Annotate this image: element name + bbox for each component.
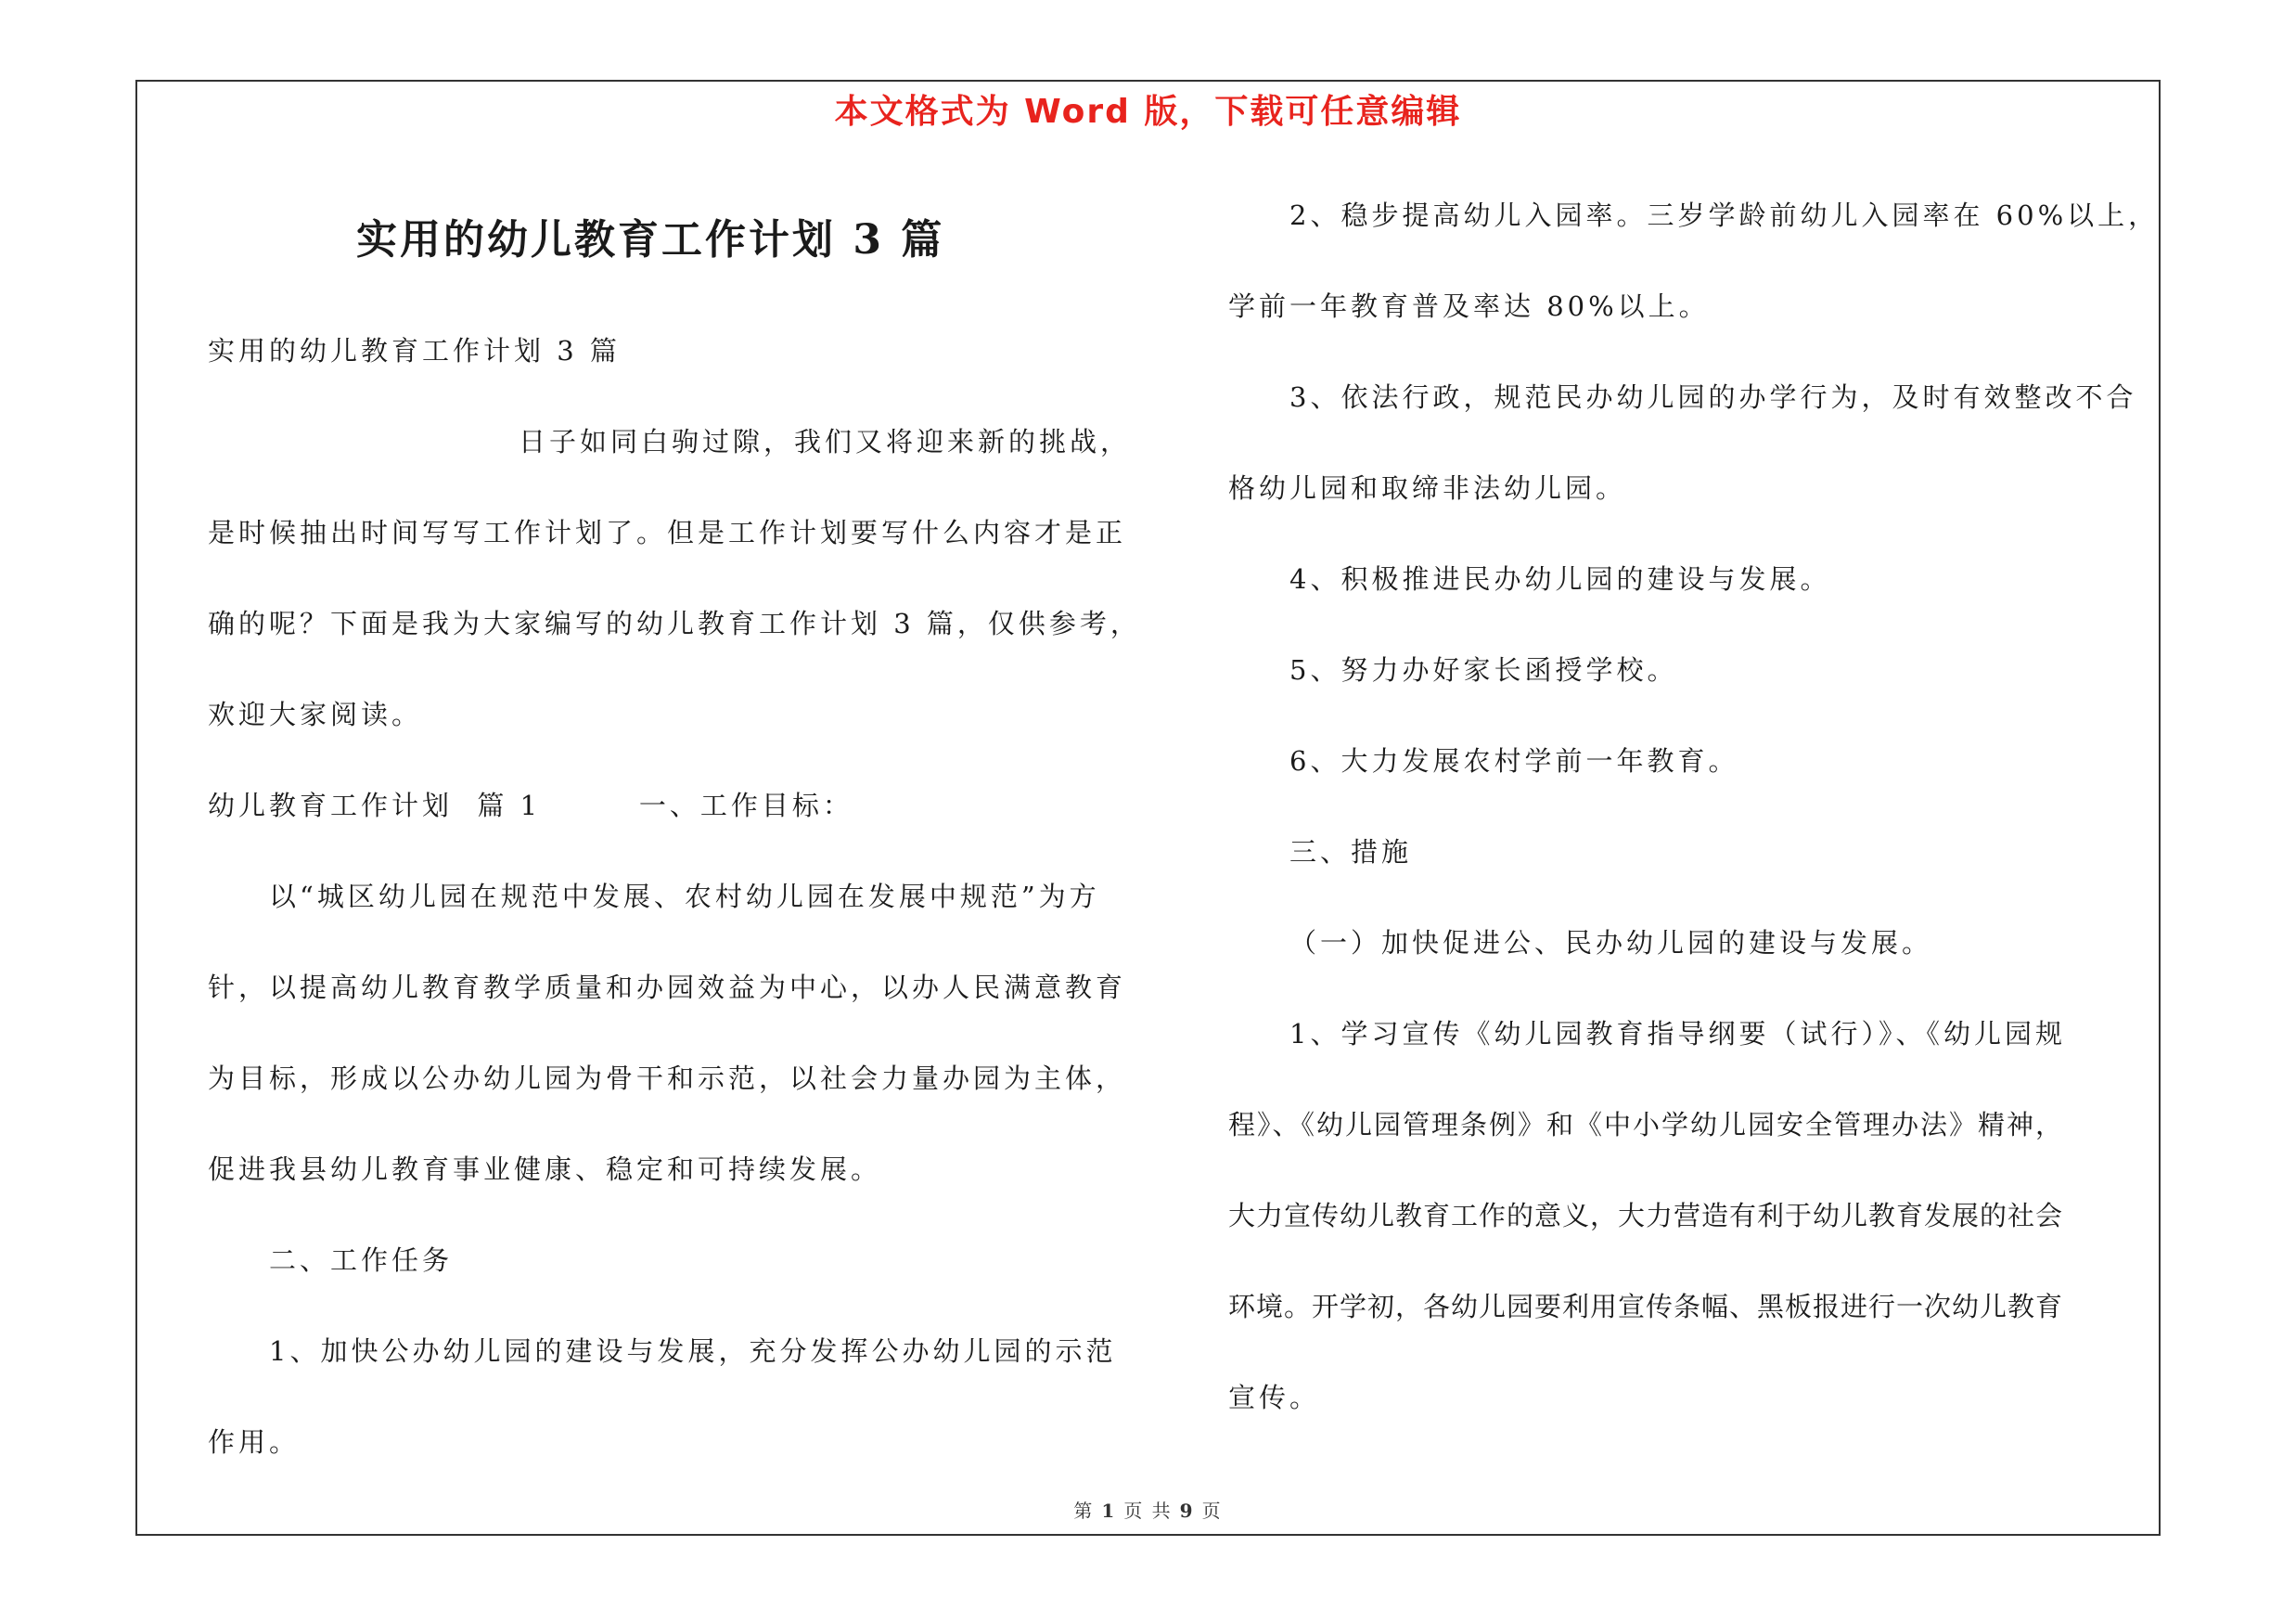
paragraph-line: 为目标，形成以公办幼儿园为骨干和示范，以社会力量办园为主体， bbox=[208, 1063, 1127, 1094]
paragraph-line: 1、学习宣传《幼儿园教育指导纲要（试行）》、《幼儿园规 bbox=[1289, 1018, 2066, 1050]
footer-suffix: 页 bbox=[1201, 1500, 1223, 1522]
paragraph-line: 环境。开学初，各幼儿园要利用宣传条幅、黑板报进行一次幼儿教育 bbox=[1228, 1291, 2064, 1322]
paragraph-line: 2、稳步提高幼儿入园率。三岁学龄前幼儿入园率在 60%以上， bbox=[1289, 200, 2160, 231]
page-total: 9 bbox=[1179, 1500, 1195, 1522]
paragraph-line: 作用。 bbox=[208, 1426, 301, 1458]
paragraph-line: 实用的幼儿教育工作计划 3 篇 bbox=[208, 335, 621, 367]
paragraph-line: 格幼儿园和取缔非法幼儿园。 bbox=[1228, 472, 1627, 504]
paragraph-line: 学前一年教育普及率达 80%以上。 bbox=[1228, 290, 1710, 322]
section-heading: 二、工作任务 bbox=[269, 1244, 454, 1276]
footer-middle: 页 共 bbox=[1123, 1500, 1173, 1522]
paragraph-line: 促进我县幼儿教育事业健康、稳定和可持续发展。 bbox=[208, 1153, 882, 1185]
paragraph-line: 以“城区幼儿园在规范中发展、农村幼儿园在发展中规范”为方 bbox=[269, 881, 1100, 912]
paragraph-line: 6、大力发展农村学前一年教育。 bbox=[1289, 745, 1739, 777]
paragraph-line: 确的呢？下面是我为大家编写的幼儿教育工作计划 3 篇，仅供参考， bbox=[208, 608, 1141, 639]
paragraph-line: 大力宣传幼儿教育工作的意义，大力营造有利于幼儿教育发展的社会 bbox=[1228, 1200, 2064, 1231]
paragraph-line: 4、积极推进民办幼儿园的建设与发展。 bbox=[1289, 563, 1831, 595]
paragraph-line: 针，以提高幼儿教育教学质量和办园效益为中心，以办人民满意教育 bbox=[208, 972, 1127, 1003]
paragraph-line: 欢迎大家阅读。 bbox=[208, 699, 423, 730]
page-footer bbox=[0, 1496, 2296, 1523]
section-heading: （一）加快促进公、民办幼儿园的建设与发展。 bbox=[1289, 927, 1933, 959]
footer-prefix: 第 bbox=[1073, 1500, 1095, 1522]
section-heading: 幼儿教育工作计划 篇 1 一、工作目标： bbox=[208, 790, 853, 821]
paragraph-line: 程》、《幼儿园管理条例》和《中小学幼儿园安全管理办法》精神， bbox=[1228, 1109, 2065, 1140]
paragraph-line: 是时候抽出时间写写工作计划了。但是工作计划要写什么内容才是正 bbox=[208, 517, 1127, 548]
paragraph-line: 宣传。 bbox=[1228, 1382, 1321, 1413]
section-heading: 三、措施 bbox=[1289, 836, 1413, 868]
paragraph-line: 3、依法行政，规范民办幼儿园的办学行为，及时有效整改不合 bbox=[1289, 381, 2137, 413]
page-title: 实用的幼儿教育工作计划 3 篇 bbox=[356, 216, 945, 264]
paragraph-line: 5、努力办好家长函授学校。 bbox=[1289, 654, 1678, 686]
page-number: 1 bbox=[1101, 1500, 1117, 1522]
paragraph-line: 日子如同白驹过隙，我们又将迎来新的挑战， bbox=[519, 426, 1132, 457]
format-banner: 本文格式为 Word 版，下载可任意编辑 bbox=[834, 93, 1462, 131]
paragraph-line: 1、加快公办幼儿园的建设与发展，充分发挥公办幼儿园的示范 bbox=[269, 1335, 1117, 1367]
